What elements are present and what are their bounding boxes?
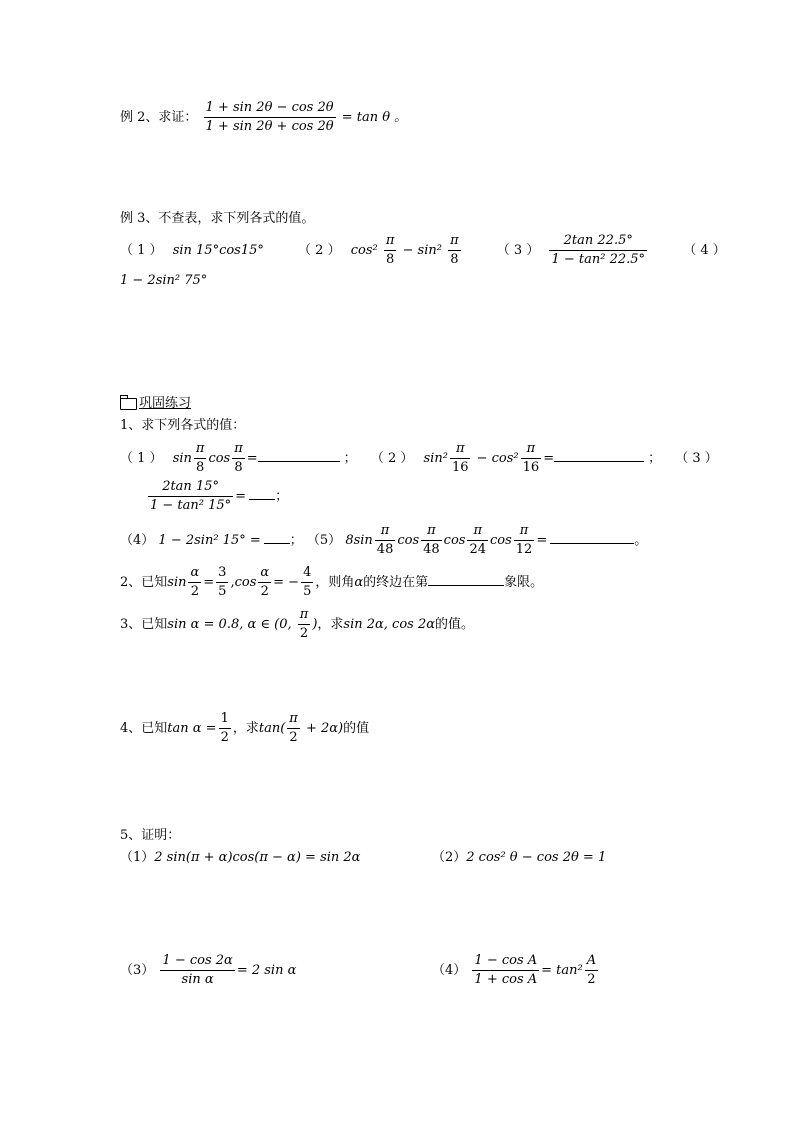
q5-c: （3） $\frac{1 - \cos 2\alpha}{\text{sin α}}$ = 2 sin α [120, 953, 297, 987]
answer-blank[interactable] [264, 531, 290, 544]
folder-icon [120, 398, 137, 410]
ex3-p1-label: （ 1 ） [120, 243, 163, 258]
q1-label: 1、求下列各式的值： [120, 418, 246, 433]
ex3-p3-fraction: $\frac{2\tan 22.5^\circ}{\text{1 − tan² 22.5°}}$ [551, 233, 646, 267]
practice-title: 巩固练习 [120, 395, 191, 413]
example-2-rhs: = tan θ 。 [341, 110, 408, 125]
example-3-row: （ 1 ） sin 15°cos15° （ 2 ） cos² $\frac{\pi}{8}$ − sin² $\frac{\pi}{8}$ （ 3 ） $\frac{2\tan 22.5^\circ}{\text{1 − tan² 22.5°}}$ （ 4 ） [120, 233, 726, 267]
q1-row-3: （4） 1 − 2sin² 15° = ； （5） 8sin $\frac{\pi}{48}$ cos $\frac{\pi}{48}$ cos $\frac{\pi}{24}$ cos $\frac{\pi}{12}$ = 。 [120, 523, 648, 557]
answer-blank[interactable] [428, 573, 504, 586]
example-2 [120, 99, 407, 136]
q5-a: （1）2 sin(π + α)cos(π − α) = sin 2α [120, 850, 361, 865]
example-2-fraction: $\frac{1 + \sin 2\theta - \cos 2\theta}{1 + \sin 2\theta + \cos 2\theta}$ [205, 100, 334, 134]
ex3-p4-expr: 1 − 2sin² 75° [120, 273, 208, 288]
answer-blank[interactable] [249, 487, 275, 500]
ex3-p3-label: （ 3 ） [496, 243, 540, 258]
answer-blank[interactable] [258, 449, 340, 462]
q3: 3、已知sin α = 0.8, α ∈ (0, $\frac{\pi}{2}$ )，求sin 2α, cos 2α的值。 [120, 607, 475, 641]
answer-blank[interactable] [554, 449, 644, 462]
answer-blank[interactable] [550, 531, 634, 544]
q5-d: （4） $\frac{\text{1 − cos A}}{\text{1 + cos A}}$ = tan² $\frac{A}{2}$ [432, 953, 597, 987]
ex3-p1-expr: sin 15°cos15° [172, 243, 264, 258]
q2: 2、已知sin $\frac{\alpha}{2}$ = $\frac{3}{5}$ ,cos $\frac{\alpha}{2}$ = − $\frac{4}{5}$ ，则角α的终边在第 象限。 [120, 565, 544, 599]
q5-b: （2）2 cos² θ − cos 2θ = 1 [432, 850, 607, 865]
example-3-label: 例 3、不查表，求下列各式的值。 [120, 211, 315, 226]
q1-row-1: （ 1 ） sin $\frac{\pi}{8}$ cos $\frac{\pi}{8}$ = ； （ 2 ） sin² $\frac{\pi}{16}$ − cos² $\frac{\pi}{16}$ = ； （ 3 ） [120, 441, 718, 475]
ex3-p2-label: （ 2 ） [298, 243, 341, 258]
example-2-label: 例 2、求证： [120, 110, 198, 125]
q5-label: 5、证明： [120, 828, 181, 843]
ex3-p4-label: （ 4 ） [683, 243, 726, 258]
q1-row-2: $\frac{2\tan 15^\circ}{\text{1 − tan² 15°}}$ = ； [150, 479, 289, 513]
q4: 4、已知tan α = $\frac{1}{2}$ ，求tan( $\frac{\pi}{2}$ + 2α)的值 [120, 711, 370, 745]
